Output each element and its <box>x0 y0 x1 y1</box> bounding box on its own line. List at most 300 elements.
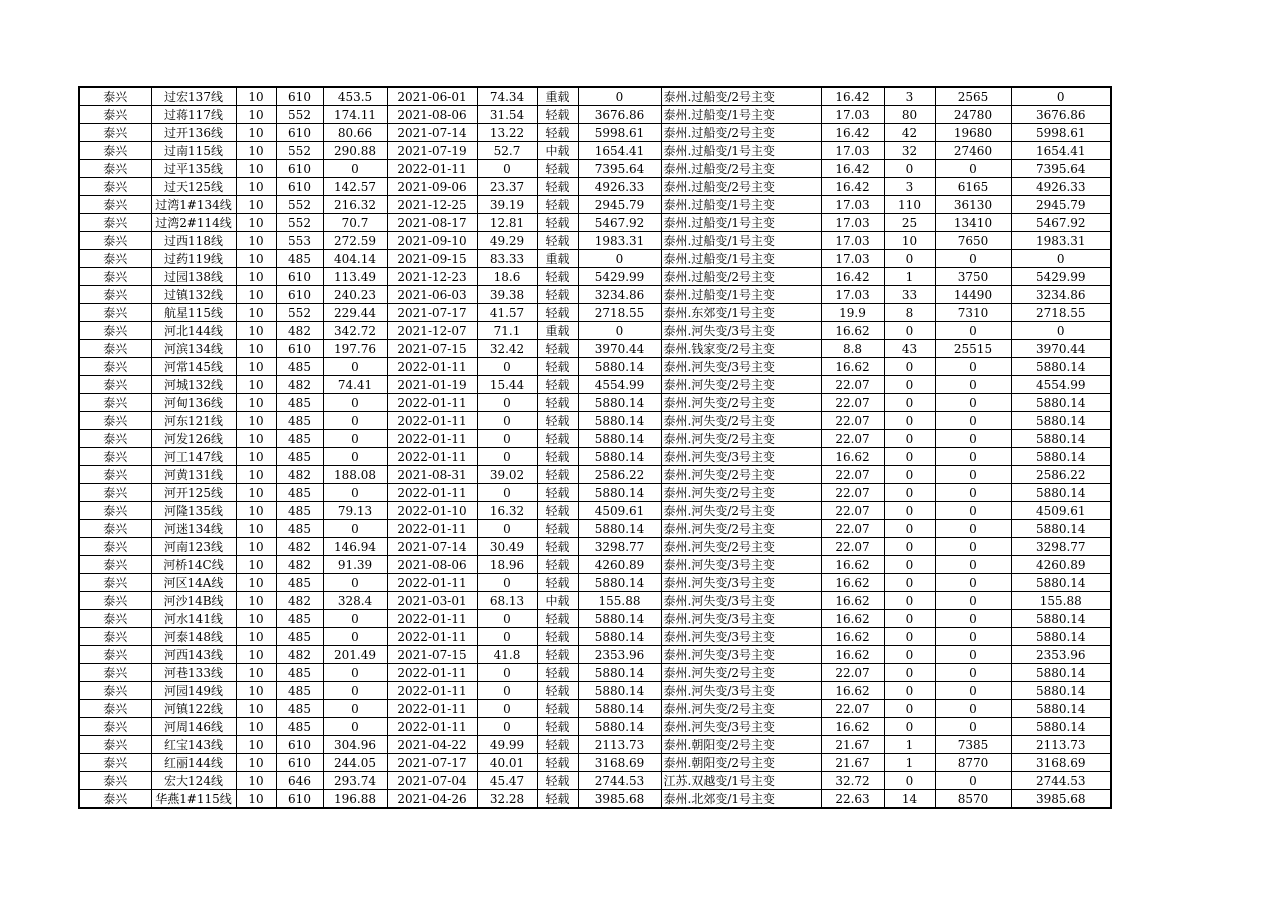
date-cell: 2021-04-26 <box>387 790 477 809</box>
capacity-cell: 485 <box>276 574 323 592</box>
voltage-cell: 10 <box>236 124 276 142</box>
load-rate-cell: 18.96 <box>477 556 537 574</box>
load-rate-cell: 0 <box>477 448 537 466</box>
users-capacity-cell: 0 <box>935 718 1011 736</box>
load-status-cell: 轻载 <box>537 448 578 466</box>
capacity-cell: 646 <box>276 772 323 790</box>
transformer-rate-cell: 16.62 <box>821 574 884 592</box>
load-rate-cell: 39.02 <box>477 466 537 484</box>
load-rate-cell: 32.42 <box>477 340 537 358</box>
table-row <box>79 250 1111 268</box>
load-status-cell: 轻载 <box>537 628 578 646</box>
voltage-cell: 10 <box>236 736 276 754</box>
table-row <box>79 340 1111 358</box>
region-cell: 泰兴 <box>79 160 151 178</box>
region-cell: 泰兴 <box>79 502 151 520</box>
line-name-cell: 过南115线 <box>151 142 236 160</box>
load-rate-cell: 68.13 <box>477 592 537 610</box>
max-load-cell: 91.39 <box>323 556 387 574</box>
load-status-cell: 轻载 <box>537 232 578 250</box>
max-load-cell: 80.66 <box>323 124 387 142</box>
transformer-cell: 泰州.河失变/2号主变 <box>661 376 821 394</box>
transformer-rate-cell: 16.62 <box>821 358 884 376</box>
available-capacity-cell: 0 <box>578 87 661 106</box>
line-name-cell: 红丽144线 <box>151 754 236 772</box>
users-capacity-cell: 0 <box>935 772 1011 790</box>
voltage-cell: 10 <box>236 772 276 790</box>
transformer-cell: 泰州.河失变/2号主变 <box>661 412 821 430</box>
max-load-cell: 201.49 <box>323 646 387 664</box>
voltage-cell: 10 <box>236 160 276 178</box>
transformer-rate-cell: 32.72 <box>821 772 884 790</box>
voltage-cell: 10 <box>236 178 276 196</box>
remaining-capacity-cell: 0 <box>1011 250 1111 268</box>
date-cell: 2021-07-15 <box>387 340 477 358</box>
transformer-rate-cell: 17.03 <box>821 106 884 124</box>
transformer-rate-cell: 16.62 <box>821 556 884 574</box>
line-name-cell: 过镇132线 <box>151 286 236 304</box>
line-name-cell: 过宏137线 <box>151 87 236 106</box>
load-rate-cell: 52.7 <box>477 142 537 160</box>
remaining-capacity-cell: 5880.14 <box>1011 700 1111 718</box>
voltage-cell: 10 <box>236 412 276 430</box>
table-row <box>79 646 1111 664</box>
capacity-cell: 552 <box>276 106 323 124</box>
voltage-cell: 10 <box>236 196 276 214</box>
max-load-cell: 290.88 <box>323 142 387 160</box>
voltage-cell: 10 <box>236 214 276 232</box>
load-status-cell: 轻载 <box>537 610 578 628</box>
date-cell: 2022-01-11 <box>387 484 477 502</box>
line-name-cell: 河泰148线 <box>151 628 236 646</box>
users-capacity-cell: 24780 <box>935 106 1011 124</box>
count-cell: 25 <box>884 214 935 232</box>
max-load-cell: 342.72 <box>323 322 387 340</box>
count-cell: 0 <box>884 520 935 538</box>
voltage-cell: 10 <box>236 538 276 556</box>
remaining-capacity-cell: 4554.99 <box>1011 376 1111 394</box>
count-cell: 1 <box>884 754 935 772</box>
remaining-capacity-cell: 5880.14 <box>1011 610 1111 628</box>
region-cell: 泰兴 <box>79 592 151 610</box>
line-name-cell: 过湾1#134线 <box>151 196 236 214</box>
date-cell: 2022-01-11 <box>387 358 477 376</box>
transformer-rate-cell: 17.03 <box>821 250 884 268</box>
transformer-cell: 泰州.过船变/1号主变 <box>661 250 821 268</box>
count-cell: 14 <box>884 790 935 809</box>
available-capacity-cell: 4260.89 <box>578 556 661 574</box>
line-name-cell: 河沙14B线 <box>151 592 236 610</box>
transformer-rate-cell: 22.07 <box>821 412 884 430</box>
max-load-cell: 244.05 <box>323 754 387 772</box>
transformer-cell: 泰州.河失变/2号主变 <box>661 538 821 556</box>
date-cell: 2021-09-10 <box>387 232 477 250</box>
load-status-cell: 轻载 <box>537 376 578 394</box>
date-cell: 2021-09-15 <box>387 250 477 268</box>
count-cell: 0 <box>884 682 935 700</box>
load-status-cell: 轻载 <box>537 574 578 592</box>
remaining-capacity-cell: 5880.14 <box>1011 520 1111 538</box>
region-cell: 泰兴 <box>79 538 151 556</box>
load-status-cell: 轻载 <box>537 772 578 790</box>
region-cell: 泰兴 <box>79 268 151 286</box>
transformer-cell: 泰州.朝阳变/2号主变 <box>661 736 821 754</box>
transformer-rate-cell: 16.62 <box>821 322 884 340</box>
available-capacity-cell: 4926.33 <box>578 178 661 196</box>
max-load-cell: 0 <box>323 718 387 736</box>
capacity-cell: 485 <box>276 250 323 268</box>
capacity-cell: 482 <box>276 538 323 556</box>
region-cell: 泰兴 <box>79 430 151 448</box>
date-cell: 2022-01-11 <box>387 520 477 538</box>
table-row <box>79 304 1111 322</box>
load-rate-cell: 31.54 <box>477 106 537 124</box>
max-load-cell: 0 <box>323 628 387 646</box>
available-capacity-cell: 5880.14 <box>578 610 661 628</box>
count-cell: 0 <box>884 574 935 592</box>
load-rate-cell: 49.29 <box>477 232 537 250</box>
users-capacity-cell: 0 <box>935 430 1011 448</box>
load-rate-cell: 40.01 <box>477 754 537 772</box>
region-cell: 泰兴 <box>79 250 151 268</box>
count-cell: 43 <box>884 340 935 358</box>
transformer-cell: 泰州.河失变/3号主变 <box>661 322 821 340</box>
users-capacity-cell: 0 <box>935 592 1011 610</box>
date-cell: 2021-08-06 <box>387 106 477 124</box>
available-capacity-cell: 5467.92 <box>578 214 661 232</box>
users-capacity-cell: 7385 <box>935 736 1011 754</box>
load-rate-cell: 49.99 <box>477 736 537 754</box>
load-rate-cell: 45.47 <box>477 772 537 790</box>
count-cell: 0 <box>884 610 935 628</box>
load-status-cell: 重载 <box>537 322 578 340</box>
users-capacity-cell: 0 <box>935 376 1011 394</box>
remaining-capacity-cell: 1983.31 <box>1011 232 1111 250</box>
transformer-rate-cell: 16.62 <box>821 718 884 736</box>
remaining-capacity-cell: 3985.68 <box>1011 790 1111 809</box>
users-capacity-cell: 8770 <box>935 754 1011 772</box>
transformer-cell: 泰州.过船变/1号主变 <box>661 142 821 160</box>
load-rate-cell: 74.34 <box>477 87 537 106</box>
load-rate-cell: 18.6 <box>477 268 537 286</box>
available-capacity-cell: 3985.68 <box>578 790 661 809</box>
remaining-capacity-cell: 5880.14 <box>1011 574 1111 592</box>
voltage-cell: 10 <box>236 664 276 682</box>
voltage-cell: 10 <box>236 790 276 809</box>
available-capacity-cell: 5880.14 <box>578 412 661 430</box>
voltage-cell: 10 <box>236 340 276 358</box>
capacity-cell: 552 <box>276 214 323 232</box>
voltage-cell: 10 <box>236 556 276 574</box>
table-row <box>79 376 1111 394</box>
available-capacity-cell: 5880.14 <box>578 700 661 718</box>
load-status-cell: 轻载 <box>537 268 578 286</box>
line-name-cell: 河区14A线 <box>151 574 236 592</box>
table-row <box>79 268 1111 286</box>
transformer-rate-cell: 8.8 <box>821 340 884 358</box>
load-status-cell: 轻载 <box>537 358 578 376</box>
load-rate-cell: 39.19 <box>477 196 537 214</box>
table-row <box>79 232 1111 250</box>
capacity-cell: 610 <box>276 124 323 142</box>
max-load-cell: 74.41 <box>323 376 387 394</box>
voltage-cell: 10 <box>236 502 276 520</box>
transformer-rate-cell: 21.67 <box>821 754 884 772</box>
table-row <box>79 142 1111 160</box>
capacity-cell: 485 <box>276 430 323 448</box>
users-capacity-cell: 6165 <box>935 178 1011 196</box>
date-cell: 2021-12-23 <box>387 268 477 286</box>
remaining-capacity-cell: 0 <box>1011 322 1111 340</box>
load-status-cell: 轻载 <box>537 520 578 538</box>
load-rate-cell: 39.38 <box>477 286 537 304</box>
users-capacity-cell: 0 <box>935 322 1011 340</box>
date-cell: 2021-12-07 <box>387 322 477 340</box>
region-cell: 泰兴 <box>79 664 151 682</box>
users-capacity-cell: 0 <box>935 664 1011 682</box>
available-capacity-cell: 155.88 <box>578 592 661 610</box>
remaining-capacity-cell: 3234.86 <box>1011 286 1111 304</box>
line-name-cell: 河北144线 <box>151 322 236 340</box>
load-rate-cell: 0 <box>477 682 537 700</box>
region-cell: 泰兴 <box>79 448 151 466</box>
region-cell: 泰兴 <box>79 520 151 538</box>
count-cell: 0 <box>884 412 935 430</box>
max-load-cell: 0 <box>323 358 387 376</box>
line-name-cell: 河迷134线 <box>151 520 236 538</box>
date-cell: 2022-01-11 <box>387 430 477 448</box>
load-rate-cell: 23.37 <box>477 178 537 196</box>
users-capacity-cell: 0 <box>935 538 1011 556</box>
available-capacity-cell: 7395.64 <box>578 160 661 178</box>
capacity-cell: 482 <box>276 556 323 574</box>
table-row <box>79 502 1111 520</box>
count-cell: 0 <box>884 700 935 718</box>
max-load-cell: 229.44 <box>323 304 387 322</box>
remaining-capacity-cell: 5467.92 <box>1011 214 1111 232</box>
available-capacity-cell: 3970.44 <box>578 340 661 358</box>
transformer-cell: 江苏.双越变/1号主变 <box>661 772 821 790</box>
transformer-cell: 泰州.河失变/2号主变 <box>661 520 821 538</box>
remaining-capacity-cell: 3970.44 <box>1011 340 1111 358</box>
line-name-cell: 宏大124线 <box>151 772 236 790</box>
transformer-rate-cell: 17.03 <box>821 286 884 304</box>
region-cell: 泰兴 <box>79 772 151 790</box>
capacity-cell: 610 <box>276 178 323 196</box>
users-capacity-cell: 0 <box>935 556 1011 574</box>
transformer-rate-cell: 22.07 <box>821 394 884 412</box>
transformer-rate-cell: 21.67 <box>821 736 884 754</box>
table-row <box>79 430 1111 448</box>
count-cell: 0 <box>884 556 935 574</box>
voltage-cell: 10 <box>236 448 276 466</box>
region-cell: 泰兴 <box>79 646 151 664</box>
count-cell: 3 <box>884 87 935 106</box>
transformer-cell: 泰州.朝阳变/2号主变 <box>661 754 821 772</box>
load-rate-cell: 0 <box>477 700 537 718</box>
capacity-cell: 482 <box>276 322 323 340</box>
date-cell: 2021-07-14 <box>387 538 477 556</box>
transformer-rate-cell: 22.07 <box>821 664 884 682</box>
transformer-cell: 泰州.河失变/2号主变 <box>661 700 821 718</box>
remaining-capacity-cell: 5880.14 <box>1011 412 1111 430</box>
transformer-cell: 泰州.过船变/1号主变 <box>661 196 821 214</box>
table-row <box>79 484 1111 502</box>
line-name-cell: 河水141线 <box>151 610 236 628</box>
date-cell: 2022-01-11 <box>387 574 477 592</box>
voltage-cell: 10 <box>236 682 276 700</box>
region-cell: 泰兴 <box>79 628 151 646</box>
capacity-cell: 485 <box>276 520 323 538</box>
transformer-cell: 泰州.河失变/3号主变 <box>661 556 821 574</box>
voltage-cell: 10 <box>236 250 276 268</box>
line-name-cell: 河常145线 <box>151 358 236 376</box>
max-load-cell: 0 <box>323 430 387 448</box>
count-cell: 0 <box>884 484 935 502</box>
capacity-cell: 485 <box>276 700 323 718</box>
available-capacity-cell: 5880.14 <box>578 574 661 592</box>
region-cell: 泰兴 <box>79 466 151 484</box>
table-row <box>79 790 1111 809</box>
transformer-cell: 泰州.过船变/1号主变 <box>661 232 821 250</box>
load-status-cell: 中载 <box>537 592 578 610</box>
date-cell: 2021-07-17 <box>387 754 477 772</box>
transformer-rate-cell: 22.07 <box>821 376 884 394</box>
remaining-capacity-cell: 5880.14 <box>1011 682 1111 700</box>
region-cell: 泰兴 <box>79 178 151 196</box>
count-cell: 0 <box>884 538 935 556</box>
remaining-capacity-cell: 4926.33 <box>1011 178 1111 196</box>
line-name-cell: 河城132线 <box>151 376 236 394</box>
capacity-cell: 610 <box>276 268 323 286</box>
capacity-cell: 485 <box>276 610 323 628</box>
transformer-rate-cell: 22.07 <box>821 700 884 718</box>
count-cell: 0 <box>884 646 935 664</box>
remaining-capacity-cell: 2586.22 <box>1011 466 1111 484</box>
table-row <box>79 394 1111 412</box>
users-capacity-cell: 0 <box>935 358 1011 376</box>
transformer-rate-cell: 16.42 <box>821 160 884 178</box>
available-capacity-cell: 5880.14 <box>578 520 661 538</box>
capacity-cell: 485 <box>276 394 323 412</box>
load-status-cell: 轻载 <box>537 286 578 304</box>
transformer-cell: 泰州.过船变/1号主变 <box>661 286 821 304</box>
capacity-cell: 610 <box>276 340 323 358</box>
load-rate-cell: 30.49 <box>477 538 537 556</box>
count-cell: 1 <box>884 736 935 754</box>
remaining-capacity-cell: 5880.14 <box>1011 664 1111 682</box>
remaining-capacity-cell: 3676.86 <box>1011 106 1111 124</box>
users-capacity-cell: 0 <box>935 412 1011 430</box>
count-cell: 42 <box>884 124 935 142</box>
load-status-cell: 轻载 <box>537 682 578 700</box>
table-row <box>79 322 1111 340</box>
table-row <box>79 358 1111 376</box>
available-capacity-cell: 3676.86 <box>578 106 661 124</box>
voltage-cell: 10 <box>236 754 276 772</box>
load-status-cell: 轻载 <box>537 718 578 736</box>
max-load-cell: 0 <box>323 574 387 592</box>
max-load-cell: 142.57 <box>323 178 387 196</box>
line-name-cell: 过开136线 <box>151 124 236 142</box>
count-cell: 0 <box>884 250 935 268</box>
load-rate-cell: 0 <box>477 574 537 592</box>
load-status-cell: 轻载 <box>537 556 578 574</box>
table-row <box>79 214 1111 232</box>
capacity-cell: 482 <box>276 466 323 484</box>
table-body <box>79 87 1111 808</box>
available-capacity-cell: 2586.22 <box>578 466 661 484</box>
line-name-cell: 河开125线 <box>151 484 236 502</box>
load-rate-cell: 15.44 <box>477 376 537 394</box>
remaining-capacity-cell: 5880.14 <box>1011 430 1111 448</box>
date-cell: 2022-01-10 <box>387 502 477 520</box>
table-row <box>79 520 1111 538</box>
table-row <box>79 160 1111 178</box>
remaining-capacity-cell: 2718.55 <box>1011 304 1111 322</box>
users-capacity-cell: 0 <box>935 628 1011 646</box>
line-name-cell: 过西118线 <box>151 232 236 250</box>
count-cell: 33 <box>884 286 935 304</box>
capacity-cell: 610 <box>276 790 323 809</box>
count-cell: 32 <box>884 142 935 160</box>
max-load-cell: 0 <box>323 520 387 538</box>
date-cell: 2022-01-11 <box>387 412 477 430</box>
load-status-cell: 轻载 <box>537 664 578 682</box>
users-capacity-cell: 0 <box>935 250 1011 268</box>
voltage-cell: 10 <box>236 394 276 412</box>
transformer-cell: 泰州.过船变/1号主变 <box>661 214 821 232</box>
line-name-cell: 河镇122线 <box>151 700 236 718</box>
capacity-cell: 482 <box>276 592 323 610</box>
region-cell: 泰兴 <box>79 790 151 809</box>
line-name-cell: 红宝143线 <box>151 736 236 754</box>
table-row <box>79 466 1111 484</box>
max-load-cell: 240.23 <box>323 286 387 304</box>
transformer-cell: 泰州.东郊变/1号主变 <box>661 304 821 322</box>
region-cell: 泰兴 <box>79 700 151 718</box>
max-load-cell: 79.13 <box>323 502 387 520</box>
voltage-cell: 10 <box>236 646 276 664</box>
load-status-cell: 轻载 <box>537 700 578 718</box>
load-status-cell: 轻载 <box>537 646 578 664</box>
max-load-cell: 0 <box>323 394 387 412</box>
voltage-cell: 10 <box>236 700 276 718</box>
voltage-cell: 10 <box>236 718 276 736</box>
table-row <box>79 772 1111 790</box>
load-status-cell: 轻载 <box>537 214 578 232</box>
transformer-rate-cell: 22.07 <box>821 502 884 520</box>
load-status-cell: 轻载 <box>537 466 578 484</box>
available-capacity-cell: 1983.31 <box>578 232 661 250</box>
load-status-cell: 轻载 <box>537 736 578 754</box>
date-cell: 2022-01-11 <box>387 700 477 718</box>
available-capacity-cell: 2113.73 <box>578 736 661 754</box>
remaining-capacity-cell: 2945.79 <box>1011 196 1111 214</box>
load-status-cell: 轻载 <box>537 160 578 178</box>
capacity-cell: 552 <box>276 196 323 214</box>
count-cell: 0 <box>884 466 935 484</box>
line-name-cell: 河甸136线 <box>151 394 236 412</box>
voltage-cell: 10 <box>236 592 276 610</box>
transformer-cell: 泰州.河失变/3号主变 <box>661 718 821 736</box>
remaining-capacity-cell: 4260.89 <box>1011 556 1111 574</box>
capacity-cell: 485 <box>276 628 323 646</box>
transformer-cell: 泰州.河失变/3号主变 <box>661 448 821 466</box>
users-capacity-cell: 0 <box>935 484 1011 502</box>
voltage-cell: 10 <box>236 268 276 286</box>
date-cell: 2021-09-06 <box>387 178 477 196</box>
